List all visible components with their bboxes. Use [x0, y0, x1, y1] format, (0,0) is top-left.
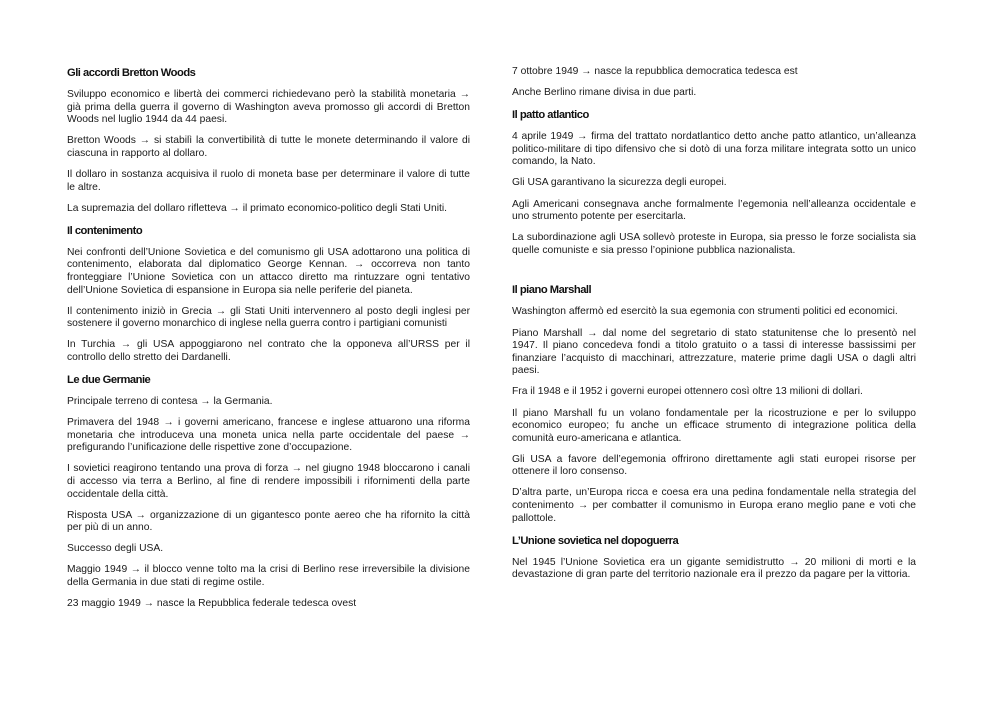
paragraph: Nel 1945 l’Unione Sovietica era un gigante semidistrutto → 20 milioni di morti e la devastazione di gran parte del territorio nazionale era il prezzo da pagare per la vittoria. [512, 556, 916, 581]
paragraph: 23 maggio 1949 → nasce la Repubblica federale tedesca ovest [67, 598, 357, 610]
paragraph: Principale terreno di contesa → la Germania. [67, 396, 273, 407]
left-column [67, 66, 470, 619]
paragraph: Nei confronti dell’Unione Sovietica e del comunismo gli USA adottarono una politica di contenimento, elaborata dal diplomatico George Kennan. → occorreva non tanto fronteggiare l’Unione Sovietica con un attacco diretto ma rintuzzare ogni tentativo dell’Unione Sovietica di espansione in Europa sia nelle periferie del pianeta. [67, 246, 470, 296]
section-heading-piano-marshall: Il piano Marshall [512, 284, 592, 297]
section-heading-contenimento: Il contenimento [67, 224, 143, 237]
paragraph: 7 ottobre 1949 → nasce la repubblica democratica tedesca est [512, 66, 798, 77]
section-heading-patto-atlantico: Il patto atlantico [512, 109, 589, 122]
paragraph: In Turchia → gli USA appoggiarono nel contrato che la opponeva all’URSS per il controllo dello stretto dei Dardanelli. [67, 339, 470, 363]
paragraph: Agli Americani consegnava anche formalmente l’egemonia nell’alleanza occidentale e uno strumento potente per esercitarla. [512, 198, 916, 223]
paragraph: Gli USA garantivano la sicurezza degli europei. [512, 177, 727, 189]
paragraph: 4 aprile 1949 → firma del trattato nordatlantico detto anche patto atlantico, un’alleanza politico-militare di tipo difensivo che si dotò di una forza militare integrata sotto un unico comando, la Nato. [512, 131, 916, 168]
paragraph: Maggio 1949 → il blocco venne tolto ma la crisi di Berlino rese irreversibile la divisione della Germania in due stati di regime ostile. [67, 564, 470, 589]
section-heading-bretton-woods: Gli accordi Bretton Woods [67, 67, 196, 79]
section-heading-due-germanie: Le due Germanie [67, 374, 151, 386]
paragraph: Piano Marshall → dal nome del segretario di stato statunitense che lo presentò nel 1947. Il piano concedeva fondi a titolo gratuito o a tassi di interesse bassissimi per finanziare l’acquisto di macchinari, attrezzature, materie prime dagli USA o dagli altri paesi. [512, 327, 916, 377]
paragraph: Il piano Marshall fu un volano fondamentale per la ricostruzione e per lo sviluppo economico europeo; fu anche un efficace strumento di integrazione politica della comunità euro-americana e atlantica. [512, 407, 916, 444]
paragraph: D’altra parte, un’Europa ricca e coesa era una pedina fondamentale nella strategia del contenimento → per combatter il comunismo in Europa erano meglio pane e voti che pallottole. [512, 487, 916, 524]
paragraph: Il contenimento iniziò in Grecia → gli Stati Uniti intervennero al posto degli inglesi per sostenere il governo monarchico di inglese nella guerra contro i partigiani comunisti [67, 305, 470, 330]
right-column [512, 66, 916, 590]
paragraph: Successo degli USA. [67, 543, 164, 555]
paragraph: Anche Berlino rimane divisa in due parti. [512, 87, 697, 99]
paragraph: Washington affermò ed esercitò la sua egemonia con strumenti politici ed economici. [512, 306, 898, 318]
paragraph: La subordinazione agli USA sollevò proteste in Europa, sia presso le forze socialista sia quelle comuniste e sia presso l’opinione pubblica nazionalista. [512, 232, 916, 256]
paragraph: La supremazia del dollaro rifletteva → il primato economico-politico degli Stati Uniti. [67, 202, 448, 214]
paragraph: I sovietici reagirono tentando una prova di forza → nel giugno 1948 bloccarono i canali di accesso via terra a Berlino, al fine di rendere impossibili i rifornimenti della parte occidentale della città. [67, 463, 470, 500]
section-heading-unione-sovietica: L’Unione sovietica nel dopoguerra [512, 534, 679, 547]
paragraph: Sviluppo economico e libertà dei commerci richiedevano però la stabilità monetaria → già prima della guerra il governo di Washington aveva promosso gli accordi di Bretton Woods nel luglio 1944 da 44 paesi. [67, 89, 470, 126]
paragraph: Fra il 1948 e il 1952 i governi europei ottennero così oltre 13 milioni di dollari. [512, 386, 863, 398]
paragraph: Risposta USA → organizzazione di un gigantesco ponte aereo che ha rifornito la città per più di un anno. [67, 509, 470, 534]
paragraph: Il dollaro in sostanza acquisiva il ruolo di moneta base per determinare il valore di tutte le altre. [67, 168, 470, 193]
paragraph: Gli USA a favore dell’egemonia offrirono direttamente agli stati europei risorse per ottenere il loro consenso. [512, 453, 916, 478]
paragraph: Primavera del 1948 → i governi americano, francese e inglese attuarono una riforma monetaria che introduceva una moneta unica nella parte occidentale del paese → prefigurando l’unificazione delle rispettive zone d’occupazione. [67, 417, 470, 454]
paragraph: Bretton Woods → si stabilì la convertibilità di tutte le monete determinando il valore di ciascuna in rapporto al dollaro. [67, 135, 470, 159]
